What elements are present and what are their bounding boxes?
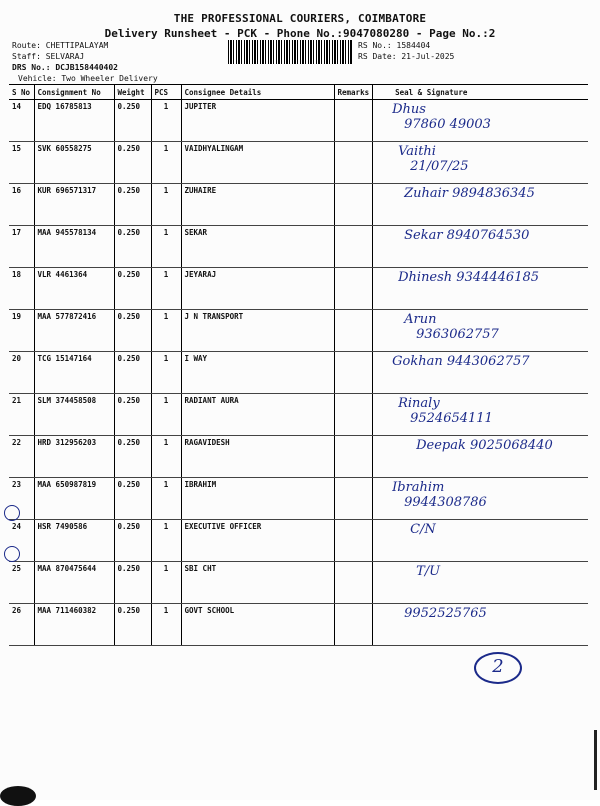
cell-name: GOVT SCHOOL	[181, 604, 334, 646]
cell-signature	[373, 226, 588, 268]
cell-sno: 14	[9, 100, 34, 142]
cell-sno: 24	[9, 520, 34, 562]
handwritten-signature	[392, 606, 588, 621]
cell-sno: 18	[9, 268, 34, 310]
cell-name: VAIDHYALINGAM	[181, 142, 334, 184]
cell-pcs: 1	[151, 142, 181, 184]
cell-signature	[373, 142, 588, 184]
signature-line: Gokhan 9443062757	[392, 354, 530, 369]
table-row	[9, 268, 588, 310]
table-row	[9, 520, 588, 562]
cell-pcs: 1	[151, 604, 181, 646]
cell-pcs: 1	[151, 268, 181, 310]
col-sno: S No	[9, 85, 34, 100]
handwritten-signature	[404, 186, 588, 201]
cell-remarks	[334, 310, 373, 352]
cell-wt: 0.250	[114, 100, 151, 142]
rs-number: RS No.: 1584404	[358, 41, 431, 50]
col-signature: Seal & Signature	[373, 85, 588, 100]
cell-remarks	[334, 520, 373, 562]
cell-sno: 26	[9, 604, 34, 646]
cell-cn: MAA 650987819	[34, 478, 114, 520]
cell-signature	[373, 100, 588, 142]
cell-cn: HRD 312956203	[34, 436, 114, 478]
cell-wt: 0.250	[114, 478, 151, 520]
col-consignee: Consignee Details	[181, 85, 334, 100]
handwritten-signature	[398, 144, 588, 174]
cell-pcs: 1	[151, 520, 181, 562]
table-row	[9, 394, 588, 436]
company-title: THE PROFESSIONAL COURIERS, COIMBATORE	[173, 12, 427, 25]
page-mark: 2	[474, 652, 522, 684]
table-row	[9, 142, 588, 184]
cell-name: J N TRANSPORT	[181, 310, 334, 352]
cell-name: JEYARAJ	[181, 268, 334, 310]
signature-line: Rinaly	[398, 396, 440, 411]
cell-sno: 19	[9, 310, 34, 352]
cell-cn: MAA 577872416	[34, 310, 114, 352]
runsheet-subtitle: Delivery Runsheet - PCK - Phone No.:9047080280 - Page No.:2	[104, 27, 496, 40]
scan-artifact	[0, 786, 36, 806]
handwritten-signature	[392, 228, 588, 243]
delivery-table	[9, 84, 588, 646]
handwritten-signature	[398, 270, 588, 285]
cell-remarks	[334, 478, 373, 520]
table-row	[9, 604, 588, 646]
signature-phone: 9363062757	[416, 327, 499, 342]
signature-phone: Deepak 9025068440	[416, 438, 553, 453]
cell-name: JUPITER	[181, 100, 334, 142]
signature-line: Zuhair 9894836345	[404, 186, 535, 201]
handwritten-signature	[398, 522, 588, 537]
cell-cn: EDQ 16785813	[34, 100, 114, 142]
cell-cn: MAA 711460382	[34, 604, 114, 646]
cell-signature	[373, 268, 588, 310]
cell-name: RAGAVIDESH	[181, 436, 334, 478]
signature-line: Arun	[404, 312, 437, 327]
cell-signature	[373, 184, 588, 226]
handwritten-mark-icon	[4, 505, 20, 521]
staff-label: Staff: SELVARAJ	[12, 52, 85, 61]
scan-edge-artifact	[594, 730, 597, 790]
cell-name: IBRAHIM	[181, 478, 334, 520]
table-header-row	[9, 85, 588, 100]
cell-cn: HSR 7490586	[34, 520, 114, 562]
cell-remarks	[334, 436, 373, 478]
cell-cn: MAA 870475644	[34, 562, 114, 604]
cell-remarks	[334, 604, 373, 646]
table-row	[9, 352, 588, 394]
col-weight: Weight	[114, 85, 151, 100]
table-row	[9, 562, 588, 604]
cell-remarks	[334, 268, 373, 310]
signature-phone: 97860 49003	[404, 117, 491, 132]
handwritten-signature	[404, 438, 588, 453]
cell-remarks	[334, 184, 373, 226]
signature-line: Vaithi	[398, 144, 436, 159]
table-row	[9, 478, 588, 520]
cell-sno: 15	[9, 142, 34, 184]
cell-pcs: 1	[151, 226, 181, 268]
table-row	[9, 226, 588, 268]
handwritten-signature	[392, 480, 588, 510]
barcode-image	[228, 40, 352, 64]
cell-signature	[373, 604, 588, 646]
cell-wt: 0.250	[114, 436, 151, 478]
cell-cn: KUR 696571317	[34, 184, 114, 226]
cell-wt: 0.250	[114, 604, 151, 646]
cell-pcs: 1	[151, 310, 181, 352]
table-row	[9, 310, 588, 352]
cell-cn: SVK 60558275	[34, 142, 114, 184]
cell-sno: 25	[9, 562, 34, 604]
signature-phone: 9524654111	[410, 411, 493, 426]
route-label: Route: CHETTIPALAYAM	[12, 41, 109, 50]
cell-signature	[373, 562, 588, 604]
cell-wt: 0.250	[114, 268, 151, 310]
vehicle-label: Vehicle: Two Wheeler Delivery	[18, 74, 158, 83]
cell-remarks	[334, 100, 373, 142]
signature-phone: Sekar 8940764530	[404, 228, 530, 243]
cell-wt: 0.250	[114, 520, 151, 562]
cell-sno: 21	[9, 394, 34, 436]
cell-wt: 0.250	[114, 142, 151, 184]
handwritten-mark-icon	[4, 546, 20, 562]
col-remarks: Remarks	[334, 85, 373, 100]
cell-remarks	[334, 562, 373, 604]
cell-pcs: 1	[151, 100, 181, 142]
cell-signature	[373, 310, 588, 352]
cell-remarks	[334, 352, 373, 394]
signature-phone: T/U	[416, 564, 441, 579]
cell-pcs: 1	[151, 184, 181, 226]
cell-signature	[373, 478, 588, 520]
table-row	[9, 184, 588, 226]
col-consignment: Consignment No	[34, 85, 114, 100]
cell-remarks	[334, 394, 373, 436]
cell-wt: 0.250	[114, 184, 151, 226]
cell-cn: VLR 4461364	[34, 268, 114, 310]
cell-name: EXECUTIVE OFFICER	[181, 520, 334, 562]
cell-remarks	[334, 142, 373, 184]
cell-sno: 22	[9, 436, 34, 478]
cell-name: RADIANT AURA	[181, 394, 334, 436]
signature-line: Ibrahim	[392, 480, 445, 495]
cell-wt: 0.250	[114, 310, 151, 352]
cell-wt: 0.250	[114, 562, 151, 604]
cell-sno: 23	[9, 478, 34, 520]
handwritten-signature	[398, 396, 588, 426]
cell-name: I WAY	[181, 352, 334, 394]
cell-sno: 16	[9, 184, 34, 226]
cell-pcs: 1	[151, 562, 181, 604]
cell-pcs: 1	[151, 478, 181, 520]
cell-cn: TCG 15147164	[34, 352, 114, 394]
cell-wt: 0.250	[114, 352, 151, 394]
cell-pcs: 1	[151, 394, 181, 436]
handwritten-signature	[392, 354, 588, 369]
signature-phone: 9944308786	[404, 495, 487, 510]
handwritten-signature	[392, 102, 588, 132]
cell-cn: SLM 374458508	[34, 394, 114, 436]
cell-signature	[373, 394, 588, 436]
cell-cn: MAA 945578134	[34, 226, 114, 268]
signature-phone: 21/07/25	[410, 159, 469, 174]
cell-signature	[373, 436, 588, 478]
signature-phone: 9952525765	[404, 606, 487, 621]
cell-signature	[373, 520, 588, 562]
signature-line: Dhinesh 9344446185	[398, 270, 540, 285]
signature-phone: C/N	[410, 522, 436, 537]
cell-name: SEKAR	[181, 226, 334, 268]
cell-pcs: 1	[151, 352, 181, 394]
cell-pcs: 1	[151, 436, 181, 478]
cell-wt: 0.250	[114, 226, 151, 268]
cell-signature	[373, 352, 588, 394]
signature-line: Dhus	[392, 102, 426, 117]
cell-name: SBI CHT	[181, 562, 334, 604]
handwritten-signature	[404, 312, 588, 342]
handwritten-signature	[404, 564, 588, 579]
cell-name: ZUHAIRE	[181, 184, 334, 226]
cell-remarks	[334, 226, 373, 268]
table-row	[9, 100, 588, 142]
col-pcs: PCS	[151, 85, 181, 100]
cell-wt: 0.250	[114, 394, 151, 436]
table-row	[9, 436, 588, 478]
cell-sno: 20	[9, 352, 34, 394]
drs-number: DRS No.: DCJB158440402	[12, 63, 118, 72]
rs-date: RS Date: 21-Jul-2025	[358, 52, 455, 61]
cell-sno: 17	[9, 226, 34, 268]
